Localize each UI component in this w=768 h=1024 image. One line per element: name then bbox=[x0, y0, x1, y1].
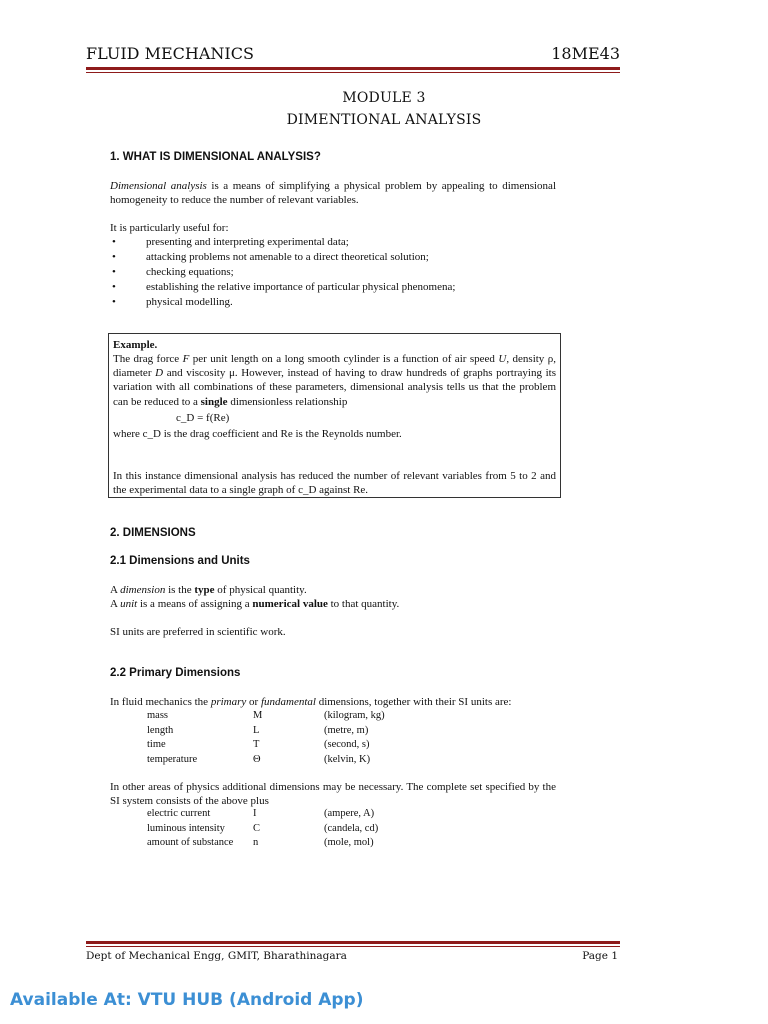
footer-page-number: Page 1 bbox=[582, 950, 618, 962]
table-row: electric current I (ampere, A) bbox=[147, 808, 375, 819]
example-label: Example. bbox=[113, 339, 158, 351]
section-1-heading: 1. WHAT IS DIMENSIONAL ANALYSIS? bbox=[110, 151, 321, 163]
table-row: mass M (kilogram, kg) bbox=[147, 710, 385, 721]
footer-rule bbox=[86, 941, 620, 944]
where-clause: where c_D is the drag coefficient and Re is the Reynolds number. bbox=[113, 428, 402, 440]
equation: c_D = f(Re) bbox=[176, 412, 230, 424]
table-row: length L (metre, m) bbox=[147, 724, 369, 736]
primary-dimensions-intro: In fluid mechanics the primary or fundamental dimensions, together with their SI units are: bbox=[110, 696, 512, 708]
table-row: time T (second, s) bbox=[147, 739, 370, 750]
si-preference: SI units are preferred in scientific work. bbox=[110, 626, 286, 638]
example-box bbox=[108, 333, 561, 498]
useful-lead: It is particularly useful for: bbox=[110, 222, 229, 234]
list-item: • establishing the relative importance of particular physical phenomena; bbox=[112, 281, 456, 293]
table-row: luminous intensity C (candela, cd) bbox=[147, 822, 379, 834]
definition-text: is a means of simplifying a physical problem by appealing to dimensional homogeneity to reduce the number of relevant variables. bbox=[110, 180, 556, 207]
other-dimensions-text: In other areas of physics additional dimensions may be necessary. The complete set specified by the SI system consists of the above plus bbox=[110, 781, 556, 808]
subsection-2-1-heading: 2.1 Dimensions and Units bbox=[110, 555, 250, 567]
definition-term: Dimensional analysis bbox=[110, 180, 207, 192]
footer-department: Dept of Mechanical Engg, GMIT, Bharathinagara bbox=[86, 950, 347, 962]
module-title: DIMENTIONAL ANALYSIS bbox=[286, 112, 482, 128]
app-availability-banner[interactable]: Available At: VTU HUB (Android App) bbox=[10, 990, 364, 1010]
table-row: temperature Θ (kelvin, K) bbox=[147, 753, 371, 765]
list-item: • checking equations; bbox=[112, 266, 234, 278]
table-row: amount of substance n (mole, mol) bbox=[147, 837, 374, 848]
example-conclusion: In this instance dimensional analysis has reduced the number of relevant variables from 5 to 2 and the experimental data to a single graph of c_D against Re. bbox=[113, 470, 556, 497]
primary-dimensions-table bbox=[147, 710, 447, 768]
header-rule-thin bbox=[86, 72, 620, 73]
list-item: • physical modelling. bbox=[112, 296, 233, 308]
header-course-title: FLUID MECHANICS bbox=[86, 44, 254, 63]
uses-list bbox=[112, 236, 552, 312]
subsection-2-2-heading: 2.2 Primary Dimensions bbox=[110, 667, 241, 679]
additional-dimensions-table bbox=[147, 808, 447, 852]
section-2-heading: 2. DIMENSIONS bbox=[110, 527, 196, 539]
header-rule bbox=[86, 67, 620, 70]
list-item: • presenting and interpreting experimental data; bbox=[112, 236, 349, 248]
example-paragraph: The drag force F per unit length on a long smooth cylinder is a function of air speed U, density ρ, diameter D and viscosity μ. However, instead of having to draw hundreds of graphs portraying its variation with all combinations of these parameters, dimensional analysis tells us that the problem can be reduced to a single dimensionless relationship bbox=[113, 353, 557, 408]
footer-rule-thin bbox=[86, 946, 620, 947]
module-number: MODULE 3 bbox=[342, 90, 426, 106]
header-course-code: 18ME43 bbox=[551, 44, 620, 63]
definition-paragraph bbox=[110, 179, 556, 207]
dimension-definition: A dimension is the type of physical quantity. bbox=[110, 584, 307, 596]
list-item: • attacking problems not amenable to a direct theoretical solution; bbox=[112, 251, 429, 263]
unit-definition: A unit is a means of assigning a numerical value to that quantity. bbox=[110, 598, 400, 610]
